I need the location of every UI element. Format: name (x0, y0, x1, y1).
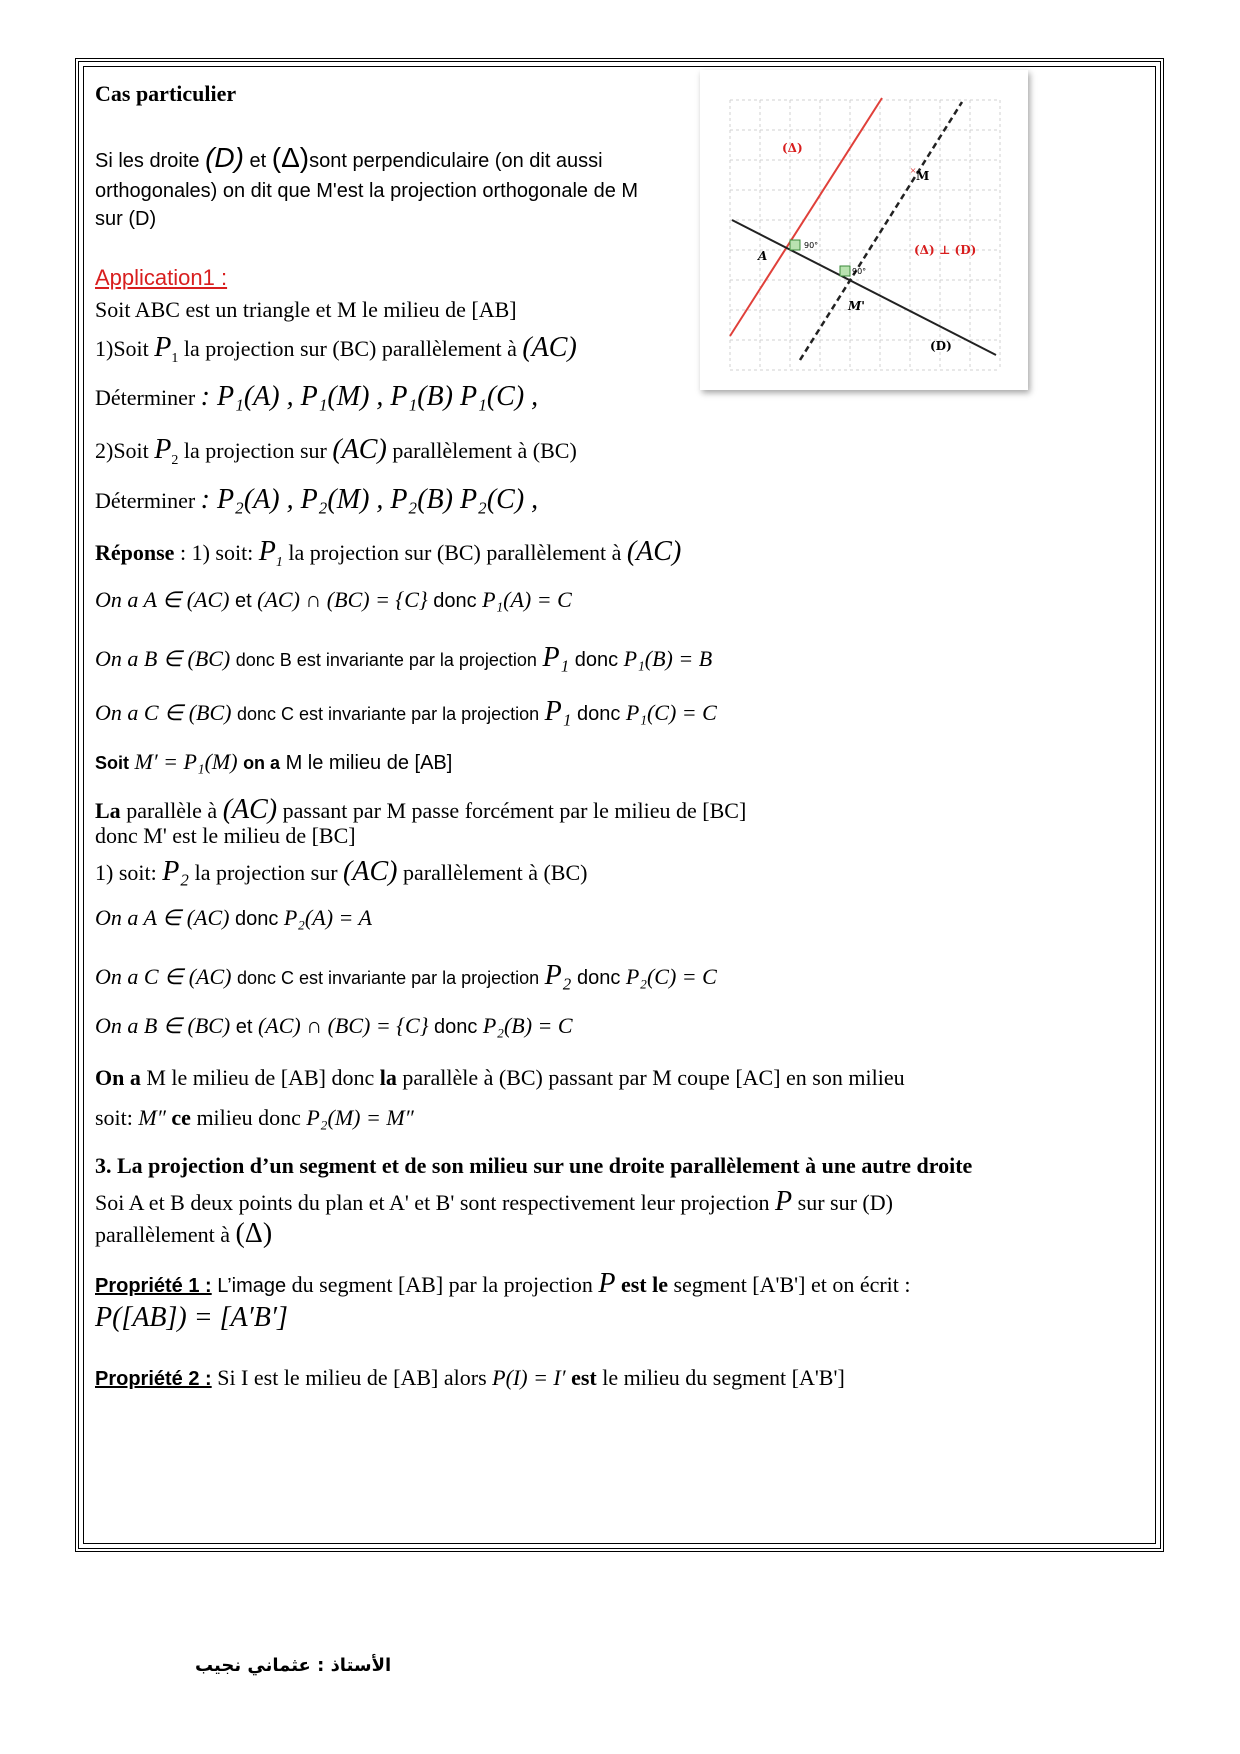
section-title: Cas particulier (95, 81, 237, 106)
application-heading: Application1 : (95, 265, 228, 290)
m-point: × (910, 165, 917, 177)
answer-line-4: Soit M′ = P₁(M) on a M le milieu de [AB] (95, 749, 453, 774)
property-1-formula: P([AB]) = [A′B′] (95, 1302, 288, 1333)
intro-line-2: orthogonales) on dit que M'est la projection orthogonale de M (95, 180, 639, 202)
figure-svg (700, 70, 1028, 390)
section-3-line-1: Soi A et B deux points du plan et A' et B' sont respectivement leur projection P sur sur (D) (95, 1186, 893, 1217)
section-3-line-2: parallèlement à (Δ) (95, 1218, 273, 1249)
answer-line-10: On a M le milieu de [AB] donc la parallèle à (BC) passant par M coupe [AC] en son milieu (95, 1065, 905, 1090)
answer-line-6: donc M' est le milieu de [BC] (95, 823, 356, 848)
answer-line-7: On a A ∈ (AC) donc P₂(A) = A (95, 905, 372, 930)
right-angle-2 (840, 266, 850, 276)
perp-label: (Δ) ⊥ (D) (914, 243, 977, 257)
answer-line-8: On a C ∈ (AC) donc C est invariante par la projection P₂ donc P₂(C) = C (95, 960, 717, 991)
answer-line-1: On a A ∈ (AC) et (AC) ∩ (BC) = {C} donc P₁(A) = C (95, 587, 572, 612)
answer-line-9: On a B ∈ (BC) et (AC) ∩ (BC) = {C} donc P₂(B) = C (95, 1013, 573, 1038)
application-statement: Soit ABC est un triangle et M le milieu de [AB] (95, 297, 517, 322)
projection-line (800, 102, 962, 360)
angle-label-2: 90° (852, 267, 867, 276)
m-label: M (916, 169, 930, 183)
intro-line-3: sur (D) (95, 208, 157, 230)
answer-part-2: 1) soit: P₂ la projection sur (AC) parallèlement à (BC) (95, 856, 588, 887)
answer-line-5: La parallèle à (AC) passant par M passe forcément par le milieu de [BC] (95, 794, 747, 825)
right-angle-1 (790, 240, 800, 250)
question-2: 2)Soit $P_2$ la projection sur (AC) parallèlement à (BC) (95, 434, 577, 468)
d-label: (D) (930, 339, 952, 353)
determine-2: Déterminer : P₂(A) , P₂(M) , P₂(B) P₂(C) , (95, 484, 539, 515)
angle-label-1: 90° (804, 241, 819, 250)
mprime-label: M' (848, 299, 865, 313)
answer-line-3: On a C ∈ (BC) donc C est invariante par la projection P₁ donc P₁(C) = C (95, 696, 717, 727)
question-1: 1)Soit $P_1$ la projection sur (BC) parallèlement à (AC) (95, 332, 577, 366)
answer-line-2: On a B ∈ (BC) donc B est invariante par la projection P₁ donc P₁(B) = B (95, 642, 713, 673)
section-3-heading: 3. La projection d’un segment et de son milieu sur une droite parallèlement à une autre droite (95, 1153, 973, 1178)
intro-line-1: Si les droite (D) et (Δ)sont perpendiculaire (on dit aussi (95, 142, 603, 173)
property-2: Propriété 2 : Si I est le milieu de [AB] alors P(I) = I′ est le milieu du segment [A'B'] (95, 1365, 845, 1390)
answer-intro: Réponse : 1) soit: $P_1$ la projection sur (BC) parallèlement à (AC) (95, 536, 682, 570)
d-line (732, 220, 996, 355)
answer-line-11: soit: M″ ce milieu donc P₂(M) = M″ (95, 1105, 414, 1130)
delta-label: (Δ) (782, 141, 803, 155)
determine-1: Déterminer : P₁(A) , P₁(M) , P₁(B) P₁(C) , (95, 381, 539, 412)
projection-figure (700, 70, 1028, 390)
a-label: A (758, 249, 768, 263)
author-footer: الأستاذ : عثماني نجيب (195, 1655, 392, 1676)
property-1: Propriété 1 : L’image du segment [AB] par la projection P est le segment [A'B'] et on écrit : (95, 1268, 911, 1299)
